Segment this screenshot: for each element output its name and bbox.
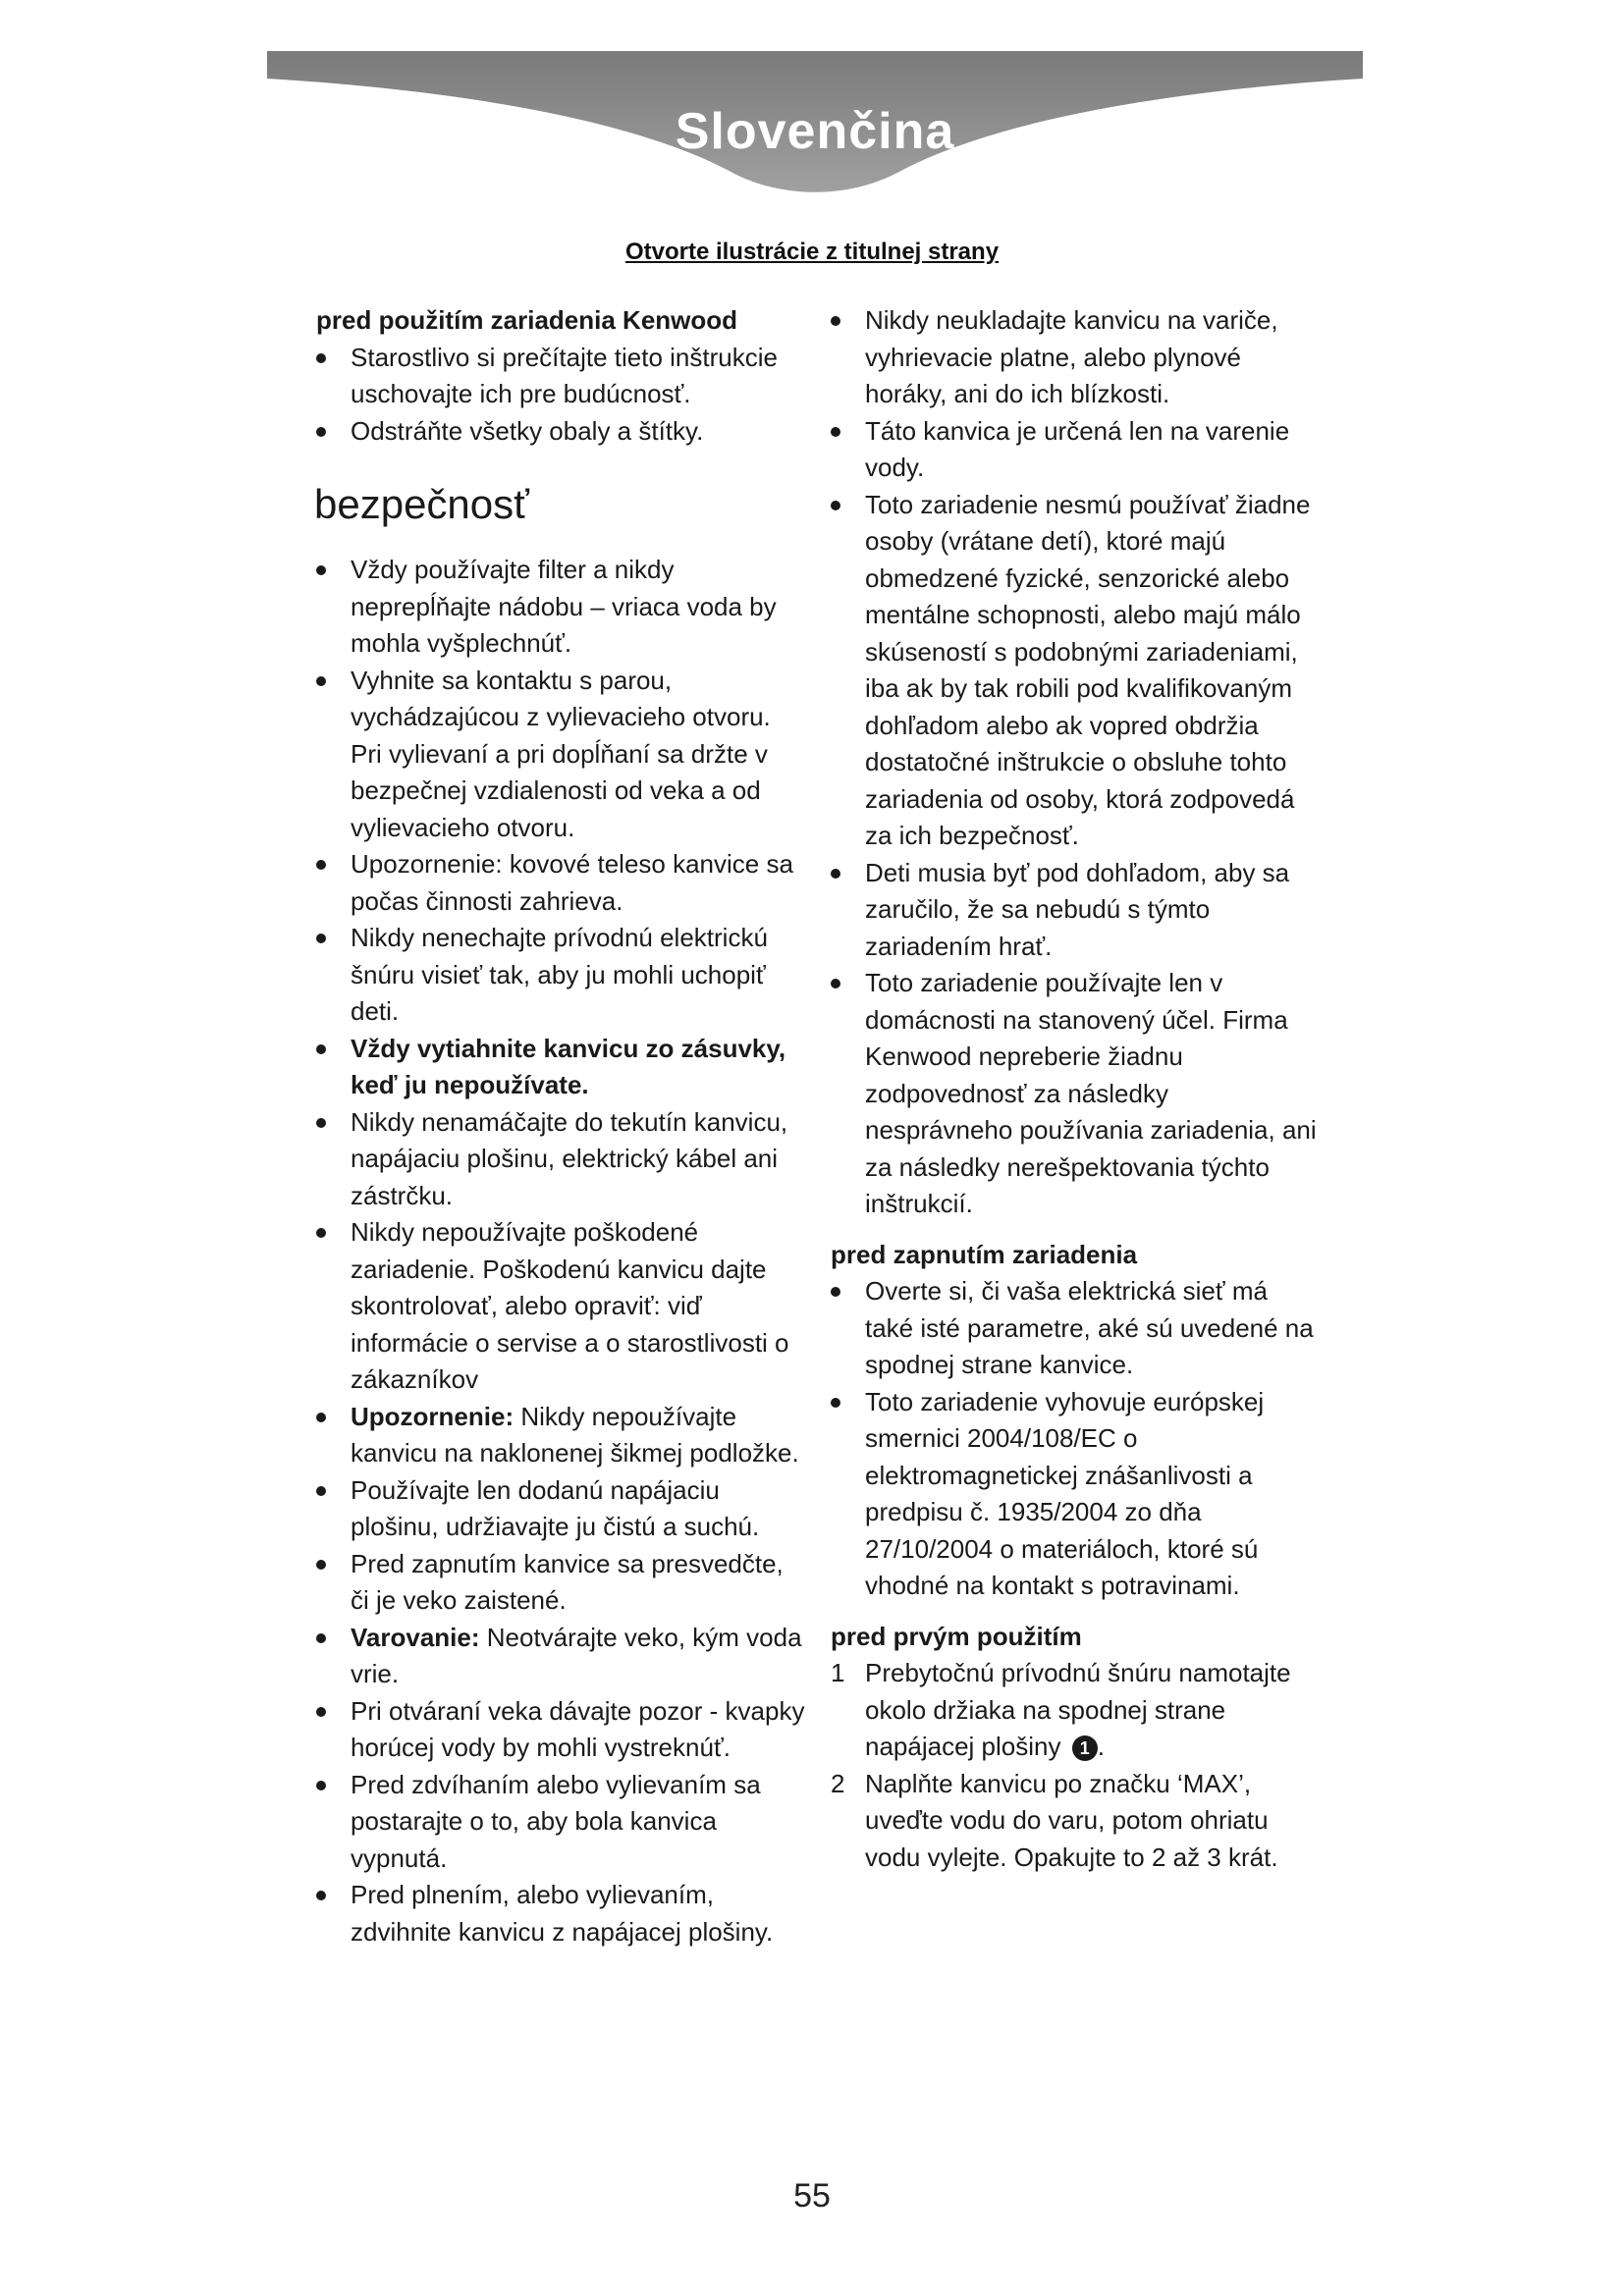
right-column — [831, 302, 1322, 1876]
step-text: Naplňte kanvicu po značku ‘MAX’, uveďte vodu do varu, potom ohriatu vodu vylejte. Opakujte to 2 až 3 krát. — [865, 1768, 1278, 1872]
list-item: Pri otváraní veka dávajte pozor - kvapky horúcej vody by mohli vystreknúť. — [316, 1693, 807, 1767]
figure-reference-icon: 1 — [1072, 1735, 1098, 1761]
bold-warning-text: Vždy vytiahnite kanvicu zo zásuvky, keď ju nepoužívate. — [351, 1033, 786, 1099]
list-item: Vyhnite sa kontaktu s parou, vychádzajúcou z vylievacieho otvoru. Pri vylievaní a pri dopĺňaní sa držte v bezpečnej vzdialenosti od veka a od vylievacieho otvoru. — [316, 663, 807, 847]
intro-heading: pred použitím zariadenia Kenwood — [316, 305, 738, 335]
page-title: Slovenčina — [675, 103, 955, 160]
list-item: Odstráňte všetky obaly a štítky. — [316, 413, 807, 451]
step-text: Prebytočnú prívodnú šnúru namotajte okolo držiaka na spodnej strane napájacej plošiny — [865, 1658, 1291, 1761]
list-item: Pred zapnutím kanvice sa presvedčte, či je veko zaistené. — [316, 1546, 807, 1620]
list-item: Pred plnením, alebo vylievaním, zdvihnite kanvicu z napájacej plošiny. — [316, 1877, 807, 1950]
list-item: Toto zariadenie používajte len v domácnosti na stanovený účel. Firma Kenwood nepreberie žiadnu zodpovednosť za následky nesprávneho používania zariadenia, ani za následky nerešpektovania týchto inštrukcií. — [831, 965, 1322, 1223]
list-item: Nikdy neukladajte kanvicu na variče, vyhrievacie platne, alebo plynové horáky, ani do ich blízkosti. — [831, 302, 1322, 413]
item-text: Neotvárajte veko, kým voda vrie. — [351, 1622, 802, 1688]
list-item — [831, 1655, 1322, 1766]
list-item: Nikdy nenamáčajte do tekutín kanvicu, napájaciu plošinu, elektrický kábel ani zástrčku. — [316, 1104, 807, 1215]
safety-heading: bezpečnosť — [314, 481, 529, 527]
list-item: Toto zariadenie nesmú používať žiadne osoby (vrátane detí), ktoré majú obmedzené fyzické, senzorické alebo mentálne schopnosti, alebo majú málo skúseností s podobnými zariadeniami, iba ak by tak robili pod kvalifikovaným dohľadom alebo ak vopred obdržia dostatočné inštrukcie o obsluhe tohto zariadenia od osoby, ktorá zodpovedá za ich bezpečnosť. — [831, 487, 1322, 855]
list-item: Nikdy nepoužívajte poškodené zariadenie. Poškodenú kanvicu dajte skontrolovať, alebo opraviť: viď informácie o servise a o starostlivosti o zákazníkov — [316, 1214, 807, 1399]
list-item: Upozornenie: kovové teleso kanvice sa počas činnosti zahrieva. — [316, 846, 807, 920]
list-item — [316, 1620, 807, 1693]
list-item: Pred zdvíhaním alebo vylievaním sa postarajte o to, aby bola kanvica vypnutá. — [316, 1767, 807, 1878]
list-item: Toto zariadenie vyhovuje európskej smernici 2004/108/EC o elektromagnetickej znášanlivosti a predpisu č. 1935/2004 zo dňa 27/10/2004 o materiáloch, ktoré sú vhodné na kontakt s potravinami. — [831, 1384, 1322, 1605]
subtitle: Otvorte ilustrácie z titulnej strany — [624, 239, 1000, 265]
list-item: Deti musia byť pod dohľadom, aby sa zaručilo, že sa nebudú s týmto zariadením hrať. — [831, 855, 1322, 966]
first-use-heading: pred prvým použitím — [831, 1621, 1082, 1651]
before-on-list — [831, 1273, 1322, 1605]
intro-list — [316, 340, 807, 451]
list-item — [831, 1766, 1322, 1877]
step-number: 1 — [831, 1658, 845, 1687]
step-number: 2 — [831, 1768, 845, 1798]
list-item: Vždy používajte filter a nikdy neprepĺňajte nádobu – vriaca voda by mohla vyšplechnúť. — [316, 552, 807, 663]
list-item: Táto kanvica je určená len na varenie vody. — [831, 413, 1322, 487]
list-item — [316, 1399, 807, 1472]
header-banner — [267, 51, 1363, 228]
list-item — [316, 1031, 807, 1104]
list-item: Používajte len dodanú napájaciu plošinu, udržiavajte ju čistú a suchú. — [316, 1472, 807, 1546]
first-use-steps — [831, 1655, 1322, 1876]
left-column — [316, 302, 807, 1950]
before-on-heading: pred zapnutím zariadenia — [831, 1239, 1138, 1269]
step-end: . — [1097, 1732, 1105, 1761]
safety-list-continued — [831, 302, 1322, 1223]
item-text: Nikdy nepoužívajte kanvicu na naklonenej šikmej podložke. — [351, 1401, 799, 1468]
page-number: 55 — [793, 2177, 831, 2215]
list-item: Starostlivo si prečítajte tieto inštrukcie uschovajte ich pre budúcnosť. — [316, 340, 807, 413]
list-item: Nikdy nenechajte prívodnú elektrickú šnúru visieť tak, aby ju mohli uchopiť deti. — [316, 920, 807, 1031]
varovanie-label: Varovanie: — [351, 1622, 480, 1652]
safety-list — [316, 552, 807, 1950]
list-item: Overte si, či vaša elektrická sieť má také isté parametre, aké sú uvedené na spodnej strane kanvice. — [831, 1273, 1322, 1384]
upozornenie-label: Upozornenie: — [351, 1401, 514, 1431]
